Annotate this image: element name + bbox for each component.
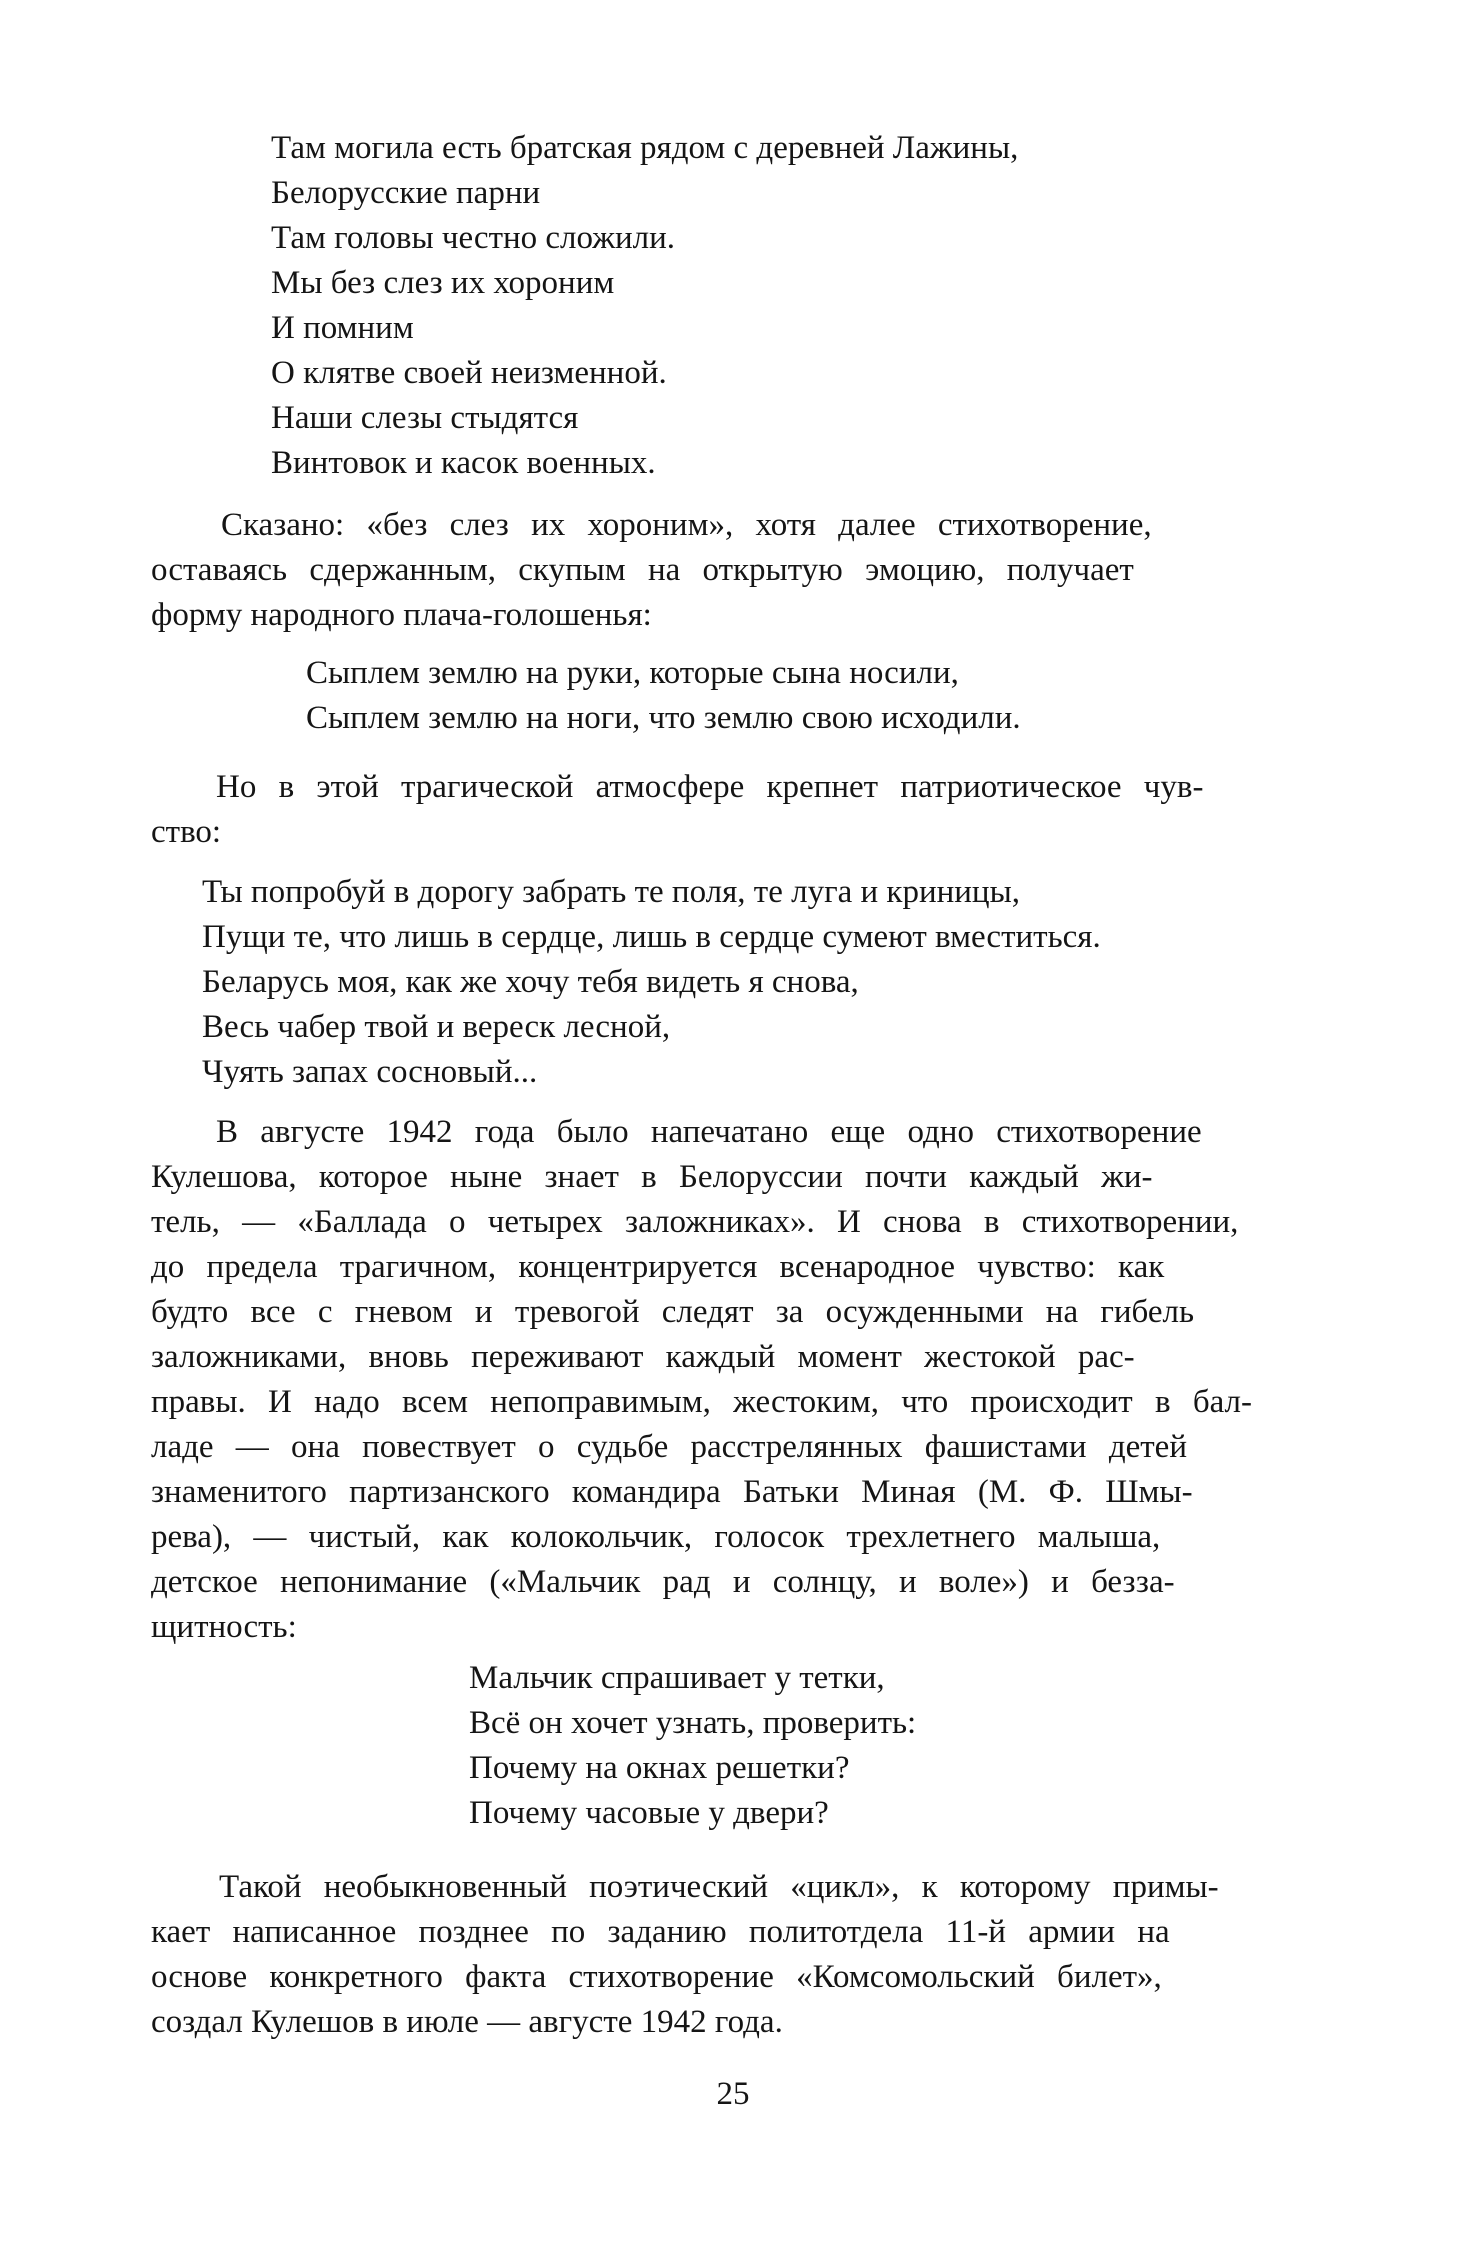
- paragraph-line: основе конкретного факта стихотворение «Комсомольский билет»,: [151, 1959, 1162, 1995]
- verse-3: [202, 870, 1101, 1095]
- paragraph-line: будто все с гневом и тревогой следят за осужденными на гибель: [151, 1294, 1195, 1330]
- paragraph-line: рева), — чистый, как колокольчик, голосок трехлетнего малыша,: [151, 1519, 1161, 1555]
- verse-line: Чуять запах сосновый...: [202, 1054, 538, 1090]
- verse-1: [271, 126, 1018, 486]
- paragraph-1: [151, 503, 1311, 638]
- verse-line: Почему на окнах решетки?: [469, 1750, 850, 1786]
- verse-line: И помним: [271, 310, 414, 346]
- paragraph-line: ладе — она повествует о судьбе расстрелянных фашистами детей: [151, 1429, 1187, 1465]
- verse-line: Весь чабер твой и вереск лесной,: [202, 1009, 671, 1045]
- verse-line: Сыплем землю на руки, которые сына носили,: [306, 655, 959, 691]
- verse-line: Почему часовые у двери?: [469, 1795, 829, 1831]
- verse-line: Мы без слез их хороним: [271, 265, 615, 301]
- paragraph-line: форму народного плача-голошенья:: [151, 597, 652, 633]
- paragraph-line: В августе 1942 года было напечатано еще одно стихотворение: [216, 1114, 1202, 1150]
- verse-4: [469, 1656, 916, 1836]
- page-number: 25: [716, 2076, 750, 2112]
- paragraph-line: ство:: [151, 814, 222, 850]
- paragraph-3: [151, 1110, 1311, 1650]
- verse-line: Сыплем землю на ноги, что землю свою исходили.: [306, 700, 1021, 736]
- verse-line: Всё он хочет узнать, проверить:: [469, 1705, 917, 1741]
- verse-line: Пущи те, что лишь в сердце, лишь в сердце сумеют вместиться.: [202, 919, 1101, 955]
- paragraph-line: знаменитого партизанского командира Батьки Миная (М. Ф. Шмы-: [151, 1474, 1193, 1510]
- paragraph-line: кает написанное позднее по заданию политотдела 11-й армии на: [151, 1914, 1170, 1950]
- verse-line: Винтовок и касок военных.: [271, 445, 656, 481]
- verse-2: [306, 651, 1021, 741]
- verse-line: Наши слезы стыдятся: [271, 400, 579, 436]
- paragraph-4: [151, 1865, 1311, 2045]
- paragraph-line: Такой необыкновенный поэтический «цикл», к которому примы-: [219, 1869, 1219, 1905]
- verse-line: Там могила есть братская рядом с деревней Лажины,: [271, 130, 1019, 166]
- paragraph-line: Кулешова, которое ныне знает в Белоруссии почти каждый жи-: [151, 1159, 1153, 1195]
- paragraph-line: Сказано: «без слез их хороним», хотя далее стихотворение,: [221, 507, 1152, 543]
- paragraph-line: Но в этой трагической атмосфере крепнет патриотическое чув-: [216, 769, 1204, 805]
- verse-line: Ты попробуй в дорогу забрать те поля, те луга и криницы,: [202, 874, 1021, 910]
- verse-line: Белорусские парни: [271, 175, 541, 211]
- paragraph-line: заложниками, вновь переживают каждый момент жестокой рас-: [151, 1339, 1135, 1375]
- verse-line: Там головы честно сложили.: [271, 220, 676, 256]
- paragraph-line: детское непонимание («Мальчик рад и солнцу, и воле») и безза-: [151, 1564, 1175, 1600]
- paragraph-line: щитность:: [151, 1609, 297, 1645]
- verse-line: О клятве своей неизменной.: [271, 355, 667, 391]
- paragraph-line: оставаясь сдержанным, скупым на открытую эмоцию, получает: [151, 552, 1134, 588]
- verse-line: Беларусь моя, как же хочу тебя видеть я снова,: [202, 964, 859, 1000]
- paragraph-line: создал Кулешов в июле — августе 1942 года.: [151, 2004, 783, 2040]
- paragraph-line: тель, — «Баллада о четырех заложниках». И снова в стихотворении,: [151, 1204, 1239, 1240]
- paragraph-2: [151, 765, 1311, 855]
- paragraph-line: до предела трагичном, концентрируется всенародное чувство: как: [151, 1249, 1165, 1285]
- verse-line: Мальчик спрашивает у тетки,: [469, 1660, 885, 1696]
- paragraph-line: правы. И надо всем непоправимым, жестоким, что происходит в бал-: [151, 1384, 1252, 1420]
